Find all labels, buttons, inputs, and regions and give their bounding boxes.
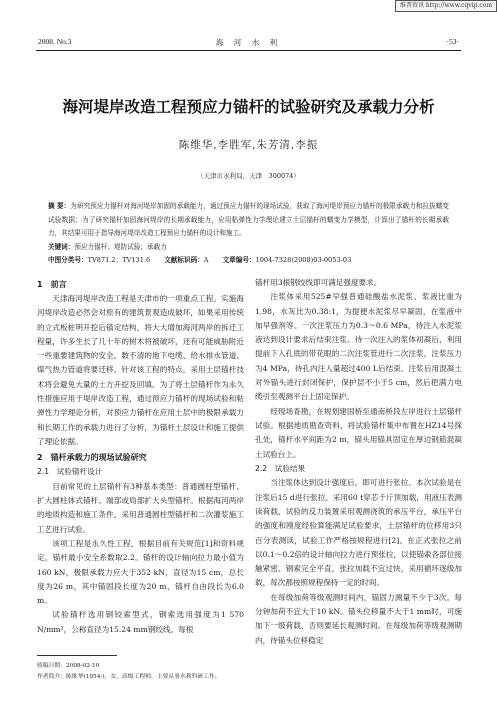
doc-code-label: 文献标识码： — [164, 256, 204, 264]
paragraph: 目前常见的土层锚杆有3种基本类型：普通圆柱型锚杆、扩大圆柱体式锚杆、端部或局部扩大头型锚杆。根据海河两岸的地质构造和施工条件，采用普通圆柱型锚杆和二次灌浆施工工艺进行试验。 — [37, 481, 244, 534]
right-column — [255, 276, 462, 648]
watermark: 维普资讯 http://www.cqvip.com — [395, 0, 497, 12]
header-rule — [36, 50, 461, 51]
journal-name: 海 河 水 利 — [215, 38, 282, 47]
subsection-heading-design: 2.1 试验锚杆设计 — [37, 467, 103, 477]
keywords-label: 关键词： — [48, 243, 75, 251]
footnote-author: 作者简介：陈维华(1954-)，女，高级工程师，主要从事水利科研工作。 — [37, 674, 221, 680]
article-number-label: 文章编号： — [222, 256, 256, 264]
paragraph: 天津海河堤岸改造工程是天津市的一项重点工程。实施海河堤岸改造必然会对原有的建筑景观造成破坏，如果采用传统的立式板桩明开挖后锚定结构，将大大增加海河两岸的拆迁工程量，许多生长了几十年的树木将被破坏，还有可能威胁附近一些重要建筑物的安全，数不清的地下电缆、给水排水管道、煤气热力管道将要迁移。针对该工程的特点，采用土层锚杆技术将会避免大量的土方开挖及回填。为了将土层锚杆作为永久性措施应用于堤岸改造工程，通过预应力锚杆的现场试验和粘弹性力学理论分析，对预应力锚杆在应用土层中的极限承载力和长期工作的承载力进行了分析，为锚杆土层设计和施工提供了理论依据。 — [37, 294, 244, 446]
paragraph: 锚杆用3根钢绞线即可满足强度要求。 — [255, 278, 382, 287]
abstract — [48, 200, 449, 241]
paragraph: 该项工程是永久性工程，根据目前有关规范[1]和资料规定，锚杆最小安全系数取2.2。锚杆的设计轴向拉力最小值为160 kN，极限承载力应大于352 kN，直径为15 cm，总长度为26 m，其中锚固段长度为20 m，锚杆自由段长为6.0 m。 — [37, 538, 244, 606]
classification-line — [48, 254, 457, 266]
keywords-text: 预应力锚杆；堤防试验；承载力 — [74, 243, 167, 251]
subsection-heading-results: 2.2 试验结果 — [255, 463, 306, 473]
clc-number: TV871.2；TV131.6 — [87, 256, 151, 264]
paragraph: 注浆体采用525#早强普通硅酸盐水泥浆，浆液比重为1.98，水灰比为0.38:1，为提便水泥浆尽早凝固，在浆液中加早强剂等。一次注浆压力为0.3～0.6 MPa，待注入水泥浆液达到设计要求后结束注浆。待一次注入的浆体初凝后，利用提前下入孔底的带花眼的二次注浆管进行二次注浆，注浆压力为4 MPa，待孔内注入量超过400 L后结束。注浆后用混凝土对外锚头进行封闭保护，保护层不小于5 cm，然后把满力电缆引至观测平台上固定保护。 — [255, 292, 462, 402]
keywords — [48, 241, 449, 253]
authors: 陈维华,李胜军,朱芳清,李振 — [178, 139, 319, 151]
paragraph: 当注浆体达到设计强度后，即可进行张拉。本次试验是在注浆后15 d进行张拉。采用60 t穿芯千斤顶加载，用液压表测读荷载，试验的反力装置采用观测浇筑的承压平台，承压平台的强度和刚度经验算能满足试验要求，土层锚杆的位移用3只百分表测读，试验工作严格按规程进行[2]。在正式张拉之前以0.1～0.2倍的设计轴向拉力进行预张拉，以使锚索各部位接触紧密、钢索完全平直，张拉加载不宜过快，采用循环逐级加载，每次都按照规程保持一定的时间。 — [255, 478, 462, 588]
left-column — [37, 276, 244, 637]
section-heading-field-test: 2 锚杆承载力的现场试验研究 — [37, 453, 147, 463]
clc-label: 中图分类号： — [48, 256, 88, 264]
issue-number: 2008. No.3 — [38, 37, 72, 46]
article-title: 海河堤岸改造工程预应力锚杆的试验研究及承载力分析 — [62, 98, 435, 116]
section-heading-intro: 1 前言 — [37, 280, 67, 289]
abstract-label: 摘 要： — [48, 202, 71, 210]
paragraph: 在每级加荷等级观测时间内，锚固力测量不少于3次。每分钟加荷不宜大于10 kN。锚头位移量不大于1 mm时，可施加下一级荷载，否则要延长观测时间。在每级加荷等级观测期内，待锚头位移稳定 — [255, 592, 462, 645]
abstract-text: 为研究预应力锚杆对海河堤岸加固的承载能力，通过预应力锚杆的现场试验，获取了海河堤岸预应力锚杆的极限承载力和拉拔蠕变试验数据；为了研究锚杆加固海河堤岸的长期承载能力，应用粘弹性力学理论建立土层锚杆的蠕变力学模型，计算出了锚杆的长期承载力，其结果可用于指导海河堤岸改造工程预应力锚杆的设计和施工。 — [48, 202, 450, 237]
doc-code: A — [203, 256, 209, 264]
affiliation: （天津市水利局，天津 300074） — [197, 172, 300, 180]
paragraph: 经现场查勘，在规划建国桥至通南桥段左岸进行土层锚杆试验。根据地质勘查资料，将试验锚杆集中布置在HZ14号探孔处，锚杆水平间距为2 m，锚头用锚具固定在厚边钢筋混凝土试验台上。 — [255, 406, 462, 459]
running-header — [38, 37, 459, 49]
footnote-received: 收稿日期：2008-02-10 — [37, 663, 100, 669]
paragraph: 试验锚杆选用钢铰索型式，钢索选用强度为1 570 N/mm²，公称直径为15.24 mm钢绞线。每根 — [37, 610, 244, 634]
article-number: 1004-7328(2008)03-0053-03 — [255, 256, 352, 264]
footnote-rule — [37, 655, 117, 656]
page-number: ·53· — [446, 37, 459, 46]
